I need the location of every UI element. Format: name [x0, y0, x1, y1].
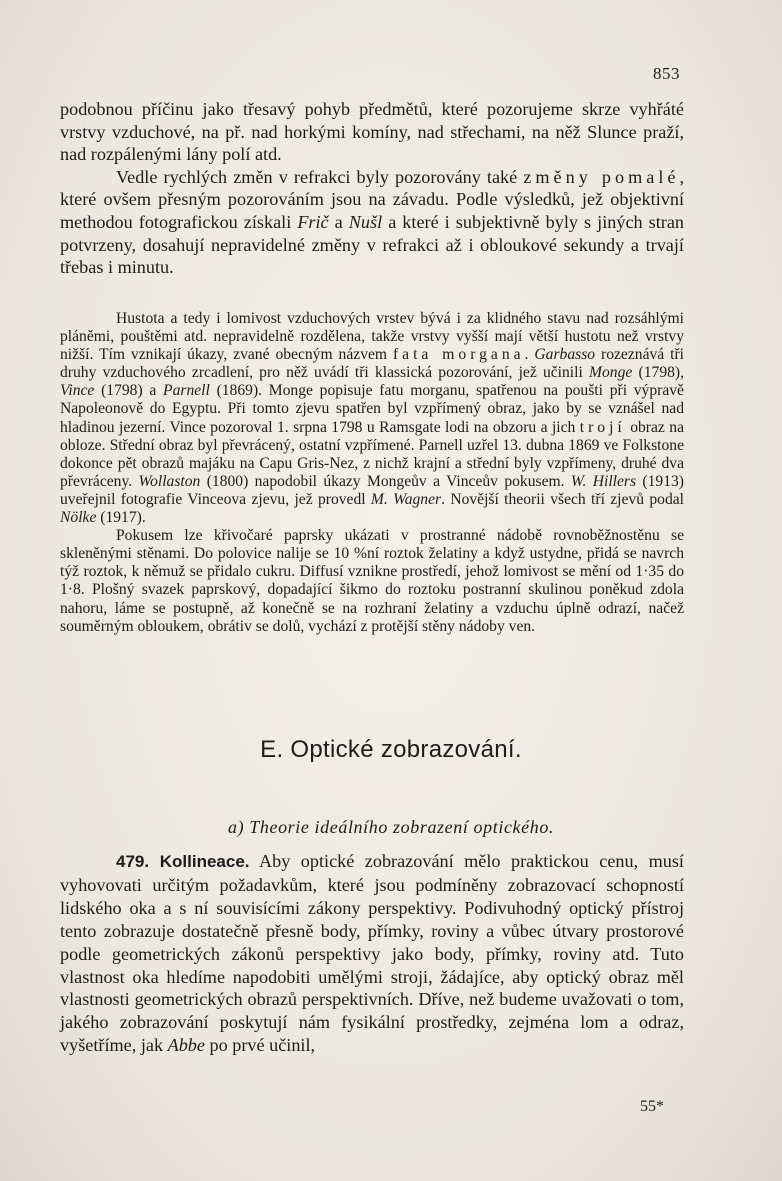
text-run: a které i subjektivně byly s jiných stran potvrzeny, dosahují nepravidelné změny v refrakci až i obloukové sekundy a trvají třebas i minutu.	[60, 211, 684, 278]
small-paragraph-1	[60, 310, 684, 527]
chapter-heading: E. Optické zobrazování.	[260, 736, 522, 763]
spaced-term: fata morgana	[392, 346, 525, 364]
text-run: rozeznává tři druhy vzduchového zrcadlení, pro něž uvádí tři klassická pozorování, jež učinili	[60, 346, 685, 382]
author-name: Nölke	[60, 509, 97, 527]
text-run: a	[328, 211, 349, 232]
text-run: obraz na obloze. Střední obraz byl převrácený, ostatní vzpřímené. Parnell uzřel 13. dubna 1869 ve Folkstone dokonce pět obrazů majáku na Capu Gris-Nez, z nichž krajní a střední byly vzpřímeny, druhé dva převráceny.	[60, 418, 684, 490]
spaced-term: změny pomalé	[523, 166, 680, 187]
text-run: (1798),	[632, 364, 685, 382]
section-479	[60, 850, 684, 1057]
author-name: Wollaston	[138, 472, 201, 490]
section-paragraph	[60, 850, 684, 1057]
text-run: (1800) napodobil úkazy Mongeův a Vinceův pokusem.	[200, 472, 571, 490]
author-name: M. Wagner	[370, 490, 442, 508]
author-name: Abbe	[167, 1035, 205, 1056]
text-run: Hustota a tedy i lomivost vzduchových vrstev bývá i za klidného stavu nad rozsáhlými pláněmi, pouštěmi atd. nepravidelně rozdělena, takže vrstvy vyšší mají větší hustotu než vrstvy nižší. Tím vznikají úkazy, zvané obecným názvem	[60, 310, 684, 364]
section-title: 479. Kollineace.	[116, 852, 250, 871]
section-subheading: a) Theorie ideálního zobrazení optického.	[227, 817, 555, 837]
author-name: Vince	[60, 382, 95, 400]
main-text	[60, 98, 684, 279]
page-number: 853	[653, 64, 680, 83]
text-run: , které ovšem přesným pozorováním jsou na závadu. Podle výsledků, jež objektivní methodou fotografickou získali	[60, 166, 684, 232]
text-run: Vedle rychlých změn v refrakci byly pozorovány také	[116, 166, 524, 187]
spaced-term: trojí	[579, 418, 626, 436]
paragraph-2	[60, 166, 684, 279]
text-run: (1869). Monge popisuje fatu morganu, spatřenou na poušti při výpravě Napoleonově do Egyptu. Při tomto zjevu spatřen byl vzpřímený obraz, jako by se vznášel nad hladinou jezerní. Vince pozoroval 1. srpna 1798 u Ramsgate lodi na obzoru a jich	[60, 382, 684, 436]
text-run: (1917).	[96, 509, 146, 527]
author-name: W. Hillers	[570, 472, 637, 490]
signature-mark: 55*	[640, 1098, 664, 1115]
author-name: Parnell	[163, 382, 210, 400]
author-name: Garbasso	[534, 346, 596, 364]
small-print-section	[60, 310, 684, 636]
text-run: po prvé učinil,	[204, 1035, 316, 1056]
small-paragraph-2: Pokusem lze křivočaré paprsky ukázati v prostranné nádobě rovnoběžnostěnu se skleněnými stěnami. Do polovice nalije se 10 %ní roztok želatiny a když ustydne, přidá se navrch týž roztok, k němuž se přidalo cukru. Diffusí vznikne prostředí, jehož lomivost se mění od 1·35 do 1·8. Plošný svazek paprskový, dopadající šikmo do roztoku postranní skulinou poněkud zdola nahoru, láme se postupně, až konečně se na rozhraní želatiny a vzduchu úplně odrazí, načež souměrným obloukem, obrátiv se dolů, vychází z protější stěny nádoby ven.	[60, 527, 684, 635]
author-name: Monge	[589, 364, 633, 382]
text-run: (1798) a	[94, 382, 164, 400]
text-run: .	[524, 346, 535, 364]
paragraph-1: podobnou příčinu jako třesavý pohyb předmětů, které pozorujeme skrze vyhřáté vrstvy vzduchové, na př. nad horkými komíny, nad střechami, na něž Slunce praží, nad rozpálenými lány polí atd.	[60, 99, 684, 165]
text-run: (1913) uveřejnil fotografie Vinceova zjevu, jež provedl	[60, 472, 684, 508]
text-run: Aby optické zobrazování mělo praktickou cenu, musí vyhovovati určitým požadavkům, které jsou podmíněny zobrazovací schopností lidského oka a s ní souvisícími zákony perspektivy. Podivuhodný optický přístroj tento zobrazuje dostatečně přesně body, přímky, roviny a vůbec útvary prostorové podle geometrických zákonů perspektivy jako body, přímky, roviny atd. Tuto vlastnost oka hledíme napodobiti umělými stroji, žádajíce, aby optický obraz měl vlastnosti geometrických obrazů perspektivních. Dříve, než budeme uvažovati o tom, jakého zobrazování poskytují nám fysikální prostředky, zejména lom a odraz, vyšetříme, jak	[60, 851, 684, 1056]
author-name: Nušl	[348, 211, 383, 232]
text-run: . Novější theorii všech tří zjevů podal	[441, 490, 684, 508]
author-name: Frič	[297, 211, 329, 232]
